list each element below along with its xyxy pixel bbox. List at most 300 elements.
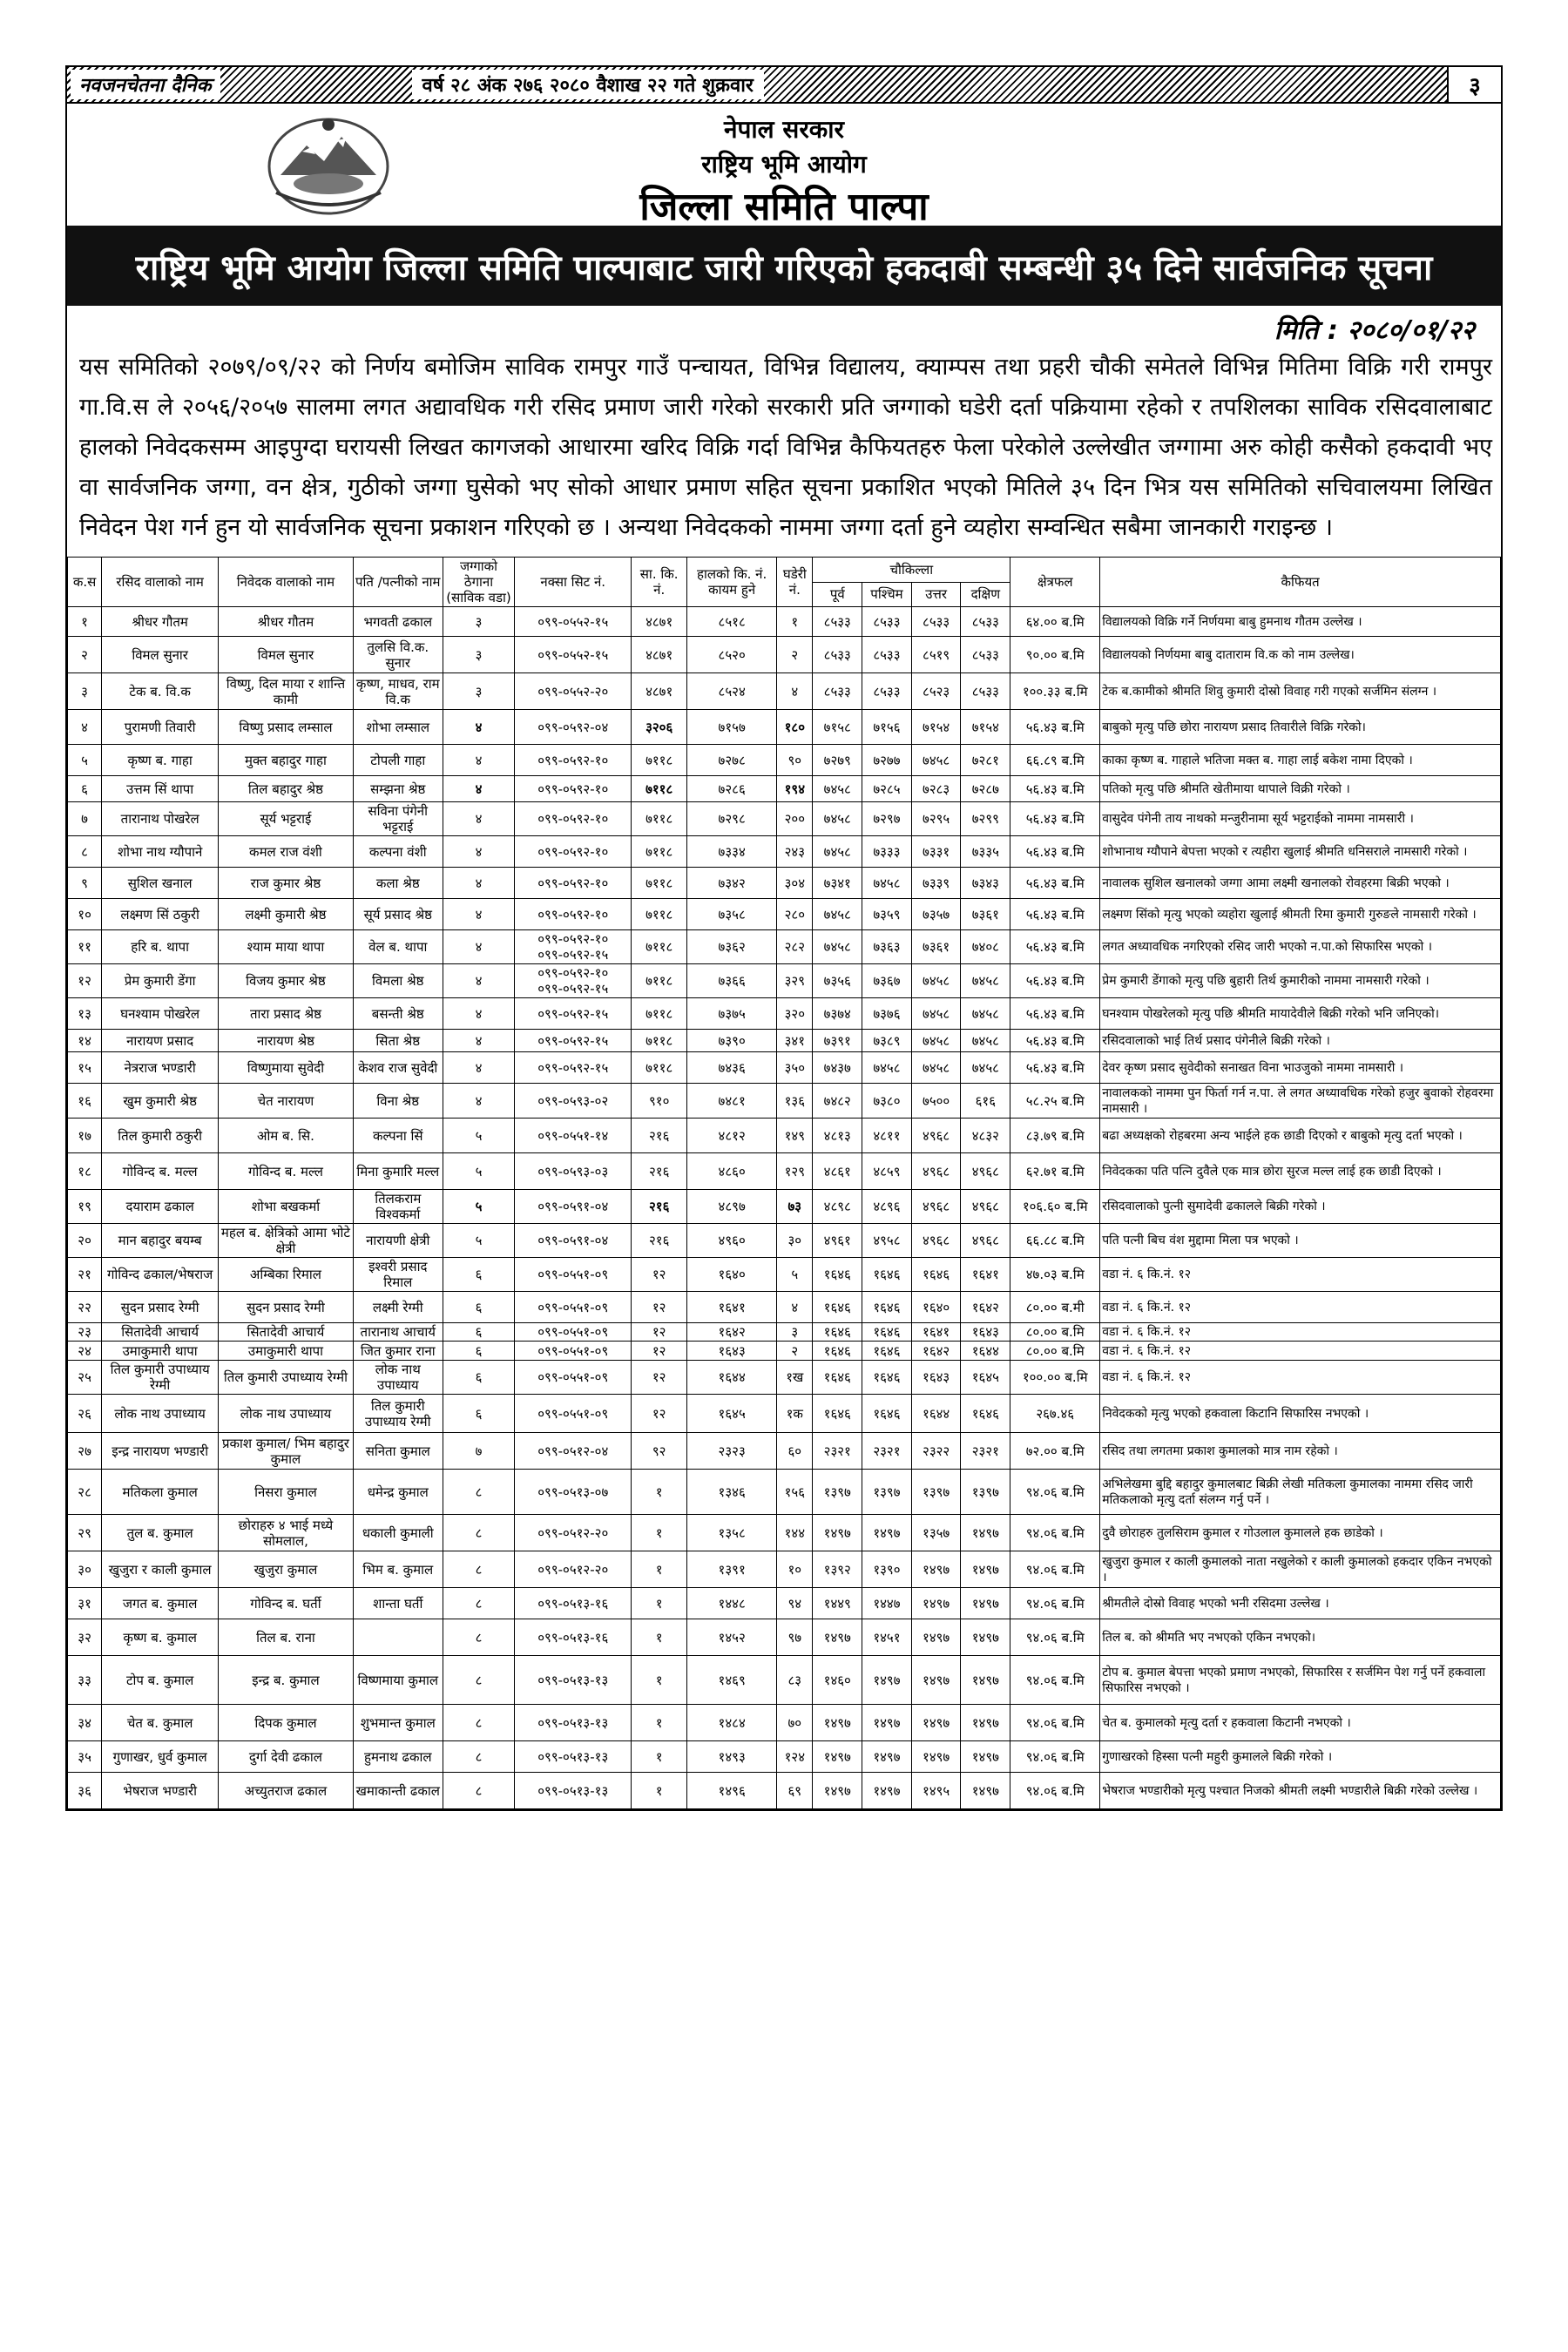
cell-applicant: सूर्य भट्टराई: [219, 802, 354, 836]
cell-old-kitta: १: [632, 1470, 687, 1515]
cell-north: ४९६८: [911, 1153, 961, 1190]
cell-spouse: कृष्ण, माधव, राम वि.क: [353, 673, 443, 710]
cell-north: ८५१९: [911, 637, 961, 673]
cell-north: ७३३१: [911, 836, 961, 868]
table-row: [68, 1588, 1501, 1619]
cell-south: ४८३२: [961, 1119, 1010, 1153]
cell-sn: ३४: [68, 1705, 102, 1741]
cell-old-kitta: १: [632, 1773, 687, 1809]
cell-north: ४९६८: [911, 1224, 961, 1258]
cell-ward: ८: [443, 1515, 514, 1551]
cell-map-sheet: ०९९-०५९२-१०: [515, 745, 632, 776]
cell-sn: ९: [68, 868, 102, 899]
cell-east: ७४५८: [813, 899, 862, 930]
cell-house-no: ४: [777, 1292, 813, 1323]
cell-north: ४९६८: [911, 1190, 961, 1224]
cell-new-kitta: १४४८: [687, 1588, 777, 1619]
cell-spouse: सविना पंगेनी भट्टराई: [353, 802, 443, 836]
cell-old-kitta: १: [632, 1551, 687, 1588]
cell-house-no: २: [777, 1342, 813, 1361]
cell-applicant: शोभा बखकर्मा: [219, 1190, 354, 1224]
cell-north: १४९७: [911, 1588, 961, 1619]
cell-west: ७२९७: [862, 802, 912, 836]
cell-east: ८५३३: [813, 637, 862, 673]
table-body: [68, 607, 1501, 1809]
cell-north: ४९६८: [911, 1119, 961, 1153]
table-row: [68, 1292, 1501, 1323]
cell-spouse: नारायणी क्षेत्री: [353, 1224, 443, 1258]
cell-sn: ७: [68, 802, 102, 836]
table-row: [68, 1515, 1501, 1551]
cell-south: ४९६८: [961, 1190, 1010, 1224]
issue-line: वर्ष २८ अंक २७६ २०८० वैशाख २२ गते शुक्रवार: [412, 70, 764, 99]
cell-map-sheet: ०९९-०५९१-०४: [515, 1190, 632, 1224]
cell-area: ८३.७९ ब.मि: [1010, 1119, 1100, 1153]
cell-applicant: प्रकाश कुमाल/ भिम बहादुर कुमाल: [219, 1433, 354, 1470]
cell-receipt-holder: जगत ब. कुमाल: [102, 1588, 219, 1619]
col-map-sheet: नक्सा सिट नं.: [515, 558, 632, 607]
cell-north: ७४५८: [911, 1052, 961, 1084]
cell-house-no: १०: [777, 1551, 813, 1588]
cell-house-no: ५: [777, 1258, 813, 1292]
col-area: क्षेत्रफल: [1010, 558, 1100, 607]
cell-ward: ८: [443, 1588, 514, 1619]
table-row: [68, 1323, 1501, 1342]
cell-receipt-holder: टेक ब. वि.क: [102, 673, 219, 710]
cell-south: ७४५८: [961, 1052, 1010, 1084]
cell-applicant: दुर्गा देवी ढकाल: [219, 1741, 354, 1773]
cell-remarks: वासुदेव पंगेनी ताय नाथको मन्जुरीनामा सूर्य भट्टराईको नाममा नामसारी ।: [1100, 802, 1501, 836]
cell-applicant: गोविन्द ब. घर्ती: [219, 1588, 354, 1619]
cell-receipt-holder: शोभा नाथ ग्यौपाने: [102, 836, 219, 868]
table-row: [68, 637, 1501, 673]
cell-east: १४४९: [813, 1588, 862, 1619]
cell-house-no: ७३: [777, 1190, 813, 1224]
cell-south: ७३३५: [961, 836, 1010, 868]
cell-west: ८५३३: [862, 673, 912, 710]
cell-applicant: महल ब. क्षेत्रिको आमा भोटे क्षेत्री: [219, 1224, 354, 1258]
cell-east: ७४५८: [813, 776, 862, 802]
cell-sn: २७: [68, 1433, 102, 1470]
cell-applicant: इन्द्र ब. कुमाल: [219, 1656, 354, 1705]
cell-receipt-holder: तारानाथ पोखरेल: [102, 802, 219, 836]
cell-remarks: वडा नं. ६ कि.नं. १२: [1100, 1258, 1501, 1292]
cell-east: ७४५८: [813, 802, 862, 836]
cell-spouse: तारानाथ आचार्य: [353, 1323, 443, 1342]
cell-north: १४९७: [911, 1619, 961, 1656]
cell-south: १६४५: [961, 1361, 1010, 1395]
cell-old-kitta: १: [632, 1705, 687, 1741]
cell-receipt-holder: नारायण प्रसाद: [102, 1030, 219, 1052]
cell-map-sheet: ०९९-०५१३-१६: [515, 1619, 632, 1656]
cell-south: ७३४३: [961, 868, 1010, 899]
cell-west: ७३६३: [862, 930, 912, 964]
cell-applicant: तिल बहादुर श्रेष्ठ: [219, 776, 354, 802]
cell-area: ५६.४३ ब.मि: [1010, 998, 1100, 1030]
cell-applicant: राज कुमार श्रेष्ठ: [219, 868, 354, 899]
cell-new-kitta: ७३४२: [687, 868, 777, 899]
cell-area: ५८.२५ ब.मि: [1010, 1084, 1100, 1119]
cell-receipt-holder: मतिकला कुमाल: [102, 1470, 219, 1515]
cell-remarks: पतिको मृत्यु पछि श्रीमति खेतीमाया थापाले विक्री गरेको ।: [1100, 776, 1501, 802]
cell-east: १४९७: [813, 1619, 862, 1656]
notice-title: राष्ट्रिय भूमि आयोग जिल्ला समिति पाल्पाबाट जारी गरिएको हकदाबी सम्बन्धी ३५ दिने सार्वजनिक सूचना: [67, 226, 1501, 306]
col-applicant: निवेदक वालाको नाम: [219, 558, 354, 607]
page-number: ३: [1447, 67, 1501, 102]
cell-house-no: २८०: [777, 899, 813, 930]
cell-sn: ८: [68, 836, 102, 868]
cell-map-sheet: ०९९-०५९२-१० ०९९-०५९२-१५: [515, 964, 632, 998]
cell-west: १४९७: [862, 1741, 912, 1773]
cell-old-kitta: ७११८: [632, 1030, 687, 1052]
table-row: [68, 1258, 1501, 1292]
cell-new-kitta: १६४५: [687, 1395, 777, 1433]
cell-west: ४९५८: [862, 1224, 912, 1258]
cell-ward: ४: [443, 930, 514, 964]
cell-applicant: तिल ब. राना: [219, 1619, 354, 1656]
cell-remarks: नावालकको नाममा पुन फिर्ता गर्न न.पा. ले लगत अध्यावधिक गरेको हजुर बुवाको रोहवरमा नामसारी ।: [1100, 1084, 1501, 1119]
cell-north: १६४१: [911, 1323, 961, 1342]
col-receipt-holder: रसिद वालाको नाम: [102, 558, 219, 607]
cell-north: ७१५४: [911, 710, 961, 745]
cell-sn: १९: [68, 1190, 102, 1224]
cell-west: ७३५९: [862, 899, 912, 930]
cell-south: ७४०८: [961, 930, 1010, 964]
cell-spouse: तिल कुमारी उपाध्याय रेग्मी: [353, 1395, 443, 1433]
cell-remarks: वडा नं. ६ कि.नं. १२: [1100, 1342, 1501, 1361]
table-row: [68, 745, 1501, 776]
cell-remarks: अभिलेखमा बुद्दि बहादुर कुमालबाट बिक्री लेखी मतिकला कुमालका नाममा रसिद जारी मतिकलाको मृत्यु दर्ता संलग्न गर्नु पर्ने ।: [1100, 1470, 1501, 1515]
cell-east: ७१५८: [813, 710, 862, 745]
cell-map-sheet: ०९९-०५१३-०७: [515, 1470, 632, 1515]
cell-east: १४९७: [813, 1705, 862, 1741]
cell-applicant: लोक नाथ उपाध्याय: [219, 1395, 354, 1433]
cell-new-kitta: ७४८१: [687, 1084, 777, 1119]
cell-applicant: गोविन्द ब. मल्ल: [219, 1153, 354, 1190]
cell-remarks: श्रीमतीले दोस्रो विवाह भएको भनी रसिदमा उल्लेख ।: [1100, 1588, 1501, 1619]
cell-map-sheet: ०९९-०५९२-०४: [515, 710, 632, 745]
cell-sn: ३५: [68, 1741, 102, 1773]
table-row: [68, 1705, 1501, 1741]
cell-remarks: निवेदकको मृत्यु भएको हकवाला किटानि सिफारिस नभएको ।: [1100, 1395, 1501, 1433]
cell-south: १६४१: [961, 1258, 1010, 1292]
cell-ward: ६: [443, 1395, 514, 1433]
cell-ward: ४: [443, 836, 514, 868]
cell-ward: ६: [443, 1323, 514, 1342]
cell-receipt-holder: मान बहादुर बयम्ब: [102, 1224, 219, 1258]
cell-house-no: २४३: [777, 836, 813, 868]
cell-old-kitta: ७११८: [632, 899, 687, 930]
cell-area: ८०.०० ब.मि: [1010, 1342, 1100, 1361]
cell-receipt-holder: श्रीधर गौतम: [102, 607, 219, 637]
cell-ward: ८: [443, 1705, 514, 1741]
cell-area: १००.०० ब.मि: [1010, 1361, 1100, 1395]
cell-sn: १: [68, 607, 102, 637]
cell-ward: ४: [443, 710, 514, 745]
cell-map-sheet: ०९९-०५९३-०३: [515, 1153, 632, 1190]
cell-new-kitta: १६४०: [687, 1258, 777, 1292]
cell-new-kitta: १४९३: [687, 1741, 777, 1773]
cell-new-kitta: ७२९८: [687, 802, 777, 836]
cell-remarks: बढा अध्यक्षको रोहबरमा अन्य भाईले हक छाडी दिएको र बाबुको मृत्यु दर्ता भएको ।: [1100, 1119, 1501, 1153]
cell-west: १६४६: [862, 1395, 912, 1433]
cell-spouse: खमाकान्ती ढकाल: [353, 1773, 443, 1809]
cell-area: ५६.४३ ब.मि: [1010, 964, 1100, 998]
cell-south: १४९७: [961, 1551, 1010, 1588]
cell-north: १४९७: [911, 1741, 961, 1773]
cell-ward: ८: [443, 1470, 514, 1515]
table-row: [68, 1656, 1501, 1705]
cell-new-kitta: ७३९०: [687, 1030, 777, 1052]
cell-remarks: रसिद तथा लगतमा प्रकाश कुमालको मात्र नाम रहेको ।: [1100, 1433, 1501, 1470]
cell-east: ८५३३: [813, 673, 862, 710]
cell-ward: ४: [443, 1052, 514, 1084]
cell-west: १६४६: [862, 1361, 912, 1395]
cell-house-no: ३: [777, 1323, 813, 1342]
cell-east: ७३९१: [813, 1030, 862, 1052]
cell-south: ८५३३: [961, 637, 1010, 673]
cell-east: १४९७: [813, 1515, 862, 1551]
cell-applicant: नारायण श्रेष्ठ: [219, 1030, 354, 1052]
cell-new-kitta: १३९१: [687, 1551, 777, 1588]
cell-west: ८५३३: [862, 637, 912, 673]
cell-remarks: बाबुको मृत्यु पछि छोरा नारायण प्रसाद तिवारीले विक्रि गरेको।: [1100, 710, 1501, 745]
cell-receipt-holder: कृष्ण ब. गाहा: [102, 745, 219, 776]
cell-south: १४९७: [961, 1741, 1010, 1773]
cell-south: ७४५८: [961, 1030, 1010, 1052]
table-row: [68, 998, 1501, 1030]
cell-map-sheet: ०९९-०५५१-०९: [515, 1395, 632, 1433]
cell-sn: १७: [68, 1119, 102, 1153]
cell-house-no: ६९: [777, 1773, 813, 1809]
cell-ward: ६: [443, 1361, 514, 1395]
cell-applicant: उमाकुमारी थापा: [219, 1342, 354, 1361]
cell-north: ८५३३: [911, 607, 961, 637]
cell-receipt-holder: सुशिल खनाल: [102, 868, 219, 899]
cell-ward: ४: [443, 899, 514, 930]
cell-ward: ३: [443, 637, 514, 673]
col-west: पश्चिम: [862, 582, 912, 607]
cell-remarks: घनश्याम पोखरेलको मृत्यु पछि श्रीमति मायादेवीले बिक्री गरेको भनि जनिएको।: [1100, 998, 1501, 1030]
cell-new-kitta: ७३७५: [687, 998, 777, 1030]
col-south: दक्षिण: [961, 582, 1010, 607]
cell-north: १४९७: [911, 1656, 961, 1705]
cell-east: १४९७: [813, 1741, 862, 1773]
cell-ward: ४: [443, 998, 514, 1030]
cell-spouse: विमला श्रेष्ठ: [353, 964, 443, 998]
cell-spouse: कल्पना वंशी: [353, 836, 443, 868]
cell-old-kitta: ९२: [632, 1433, 687, 1470]
cell-north: १३९७: [911, 1470, 961, 1515]
cell-house-no: ३२०: [777, 998, 813, 1030]
cell-remarks: रसिदवालाको भाई तिर्थ प्रसाद पंगेनीले बिक्री गरेको ।: [1100, 1030, 1501, 1052]
newspaper-name: नवजनचेतना दैनिक: [71, 70, 220, 99]
cell-south: १६४३: [961, 1323, 1010, 1342]
cell-north: ८५२३: [911, 673, 961, 710]
cell-map-sheet: ०९९-०५९२-१०: [515, 776, 632, 802]
cell-spouse: कल्पना सिं: [353, 1119, 443, 1153]
cell-north: ७५००: [911, 1084, 961, 1119]
cell-sn: १२: [68, 964, 102, 998]
cell-house-no: ३०४: [777, 868, 813, 899]
cell-old-kitta: ४८७१: [632, 673, 687, 710]
cell-house-no: ९७: [777, 1619, 813, 1656]
cell-spouse: धमेन्द्र कुमाल: [353, 1470, 443, 1515]
cell-old-kitta: ७११८: [632, 745, 687, 776]
notice-page: [65, 65, 1503, 1811]
commission-name: राष्ट्रिय भूमि आयोग: [701, 150, 867, 179]
table-row: [68, 1119, 1501, 1153]
cell-applicant: विमल सुनार: [219, 637, 354, 673]
cell-receipt-holder: गोविन्द ब. मल्ल: [102, 1153, 219, 1190]
cell-south: ४९६८: [961, 1224, 1010, 1258]
cell-house-no: ७०: [777, 1705, 813, 1741]
cell-old-kitta: २१६: [632, 1224, 687, 1258]
cell-new-kitta: ४८६०: [687, 1153, 777, 1190]
cell-receipt-holder: चेत ब. कुमाल: [102, 1705, 219, 1741]
col-old-kitta: सा. कि. नं.: [632, 558, 687, 607]
cell-west: १४९७: [862, 1773, 912, 1809]
cell-sn: १३: [68, 998, 102, 1030]
cell-remarks: लक्ष्मण सिंको मृत्यु भएको व्यहोरा खुलाई श्रीमती रिमा कुमारी गुरुङले नामसारी गरेको ।: [1100, 899, 1501, 930]
cell-south: १६४२: [961, 1292, 1010, 1323]
cell-area: ६६.८८ ब.मि: [1010, 1224, 1100, 1258]
cell-sn: २९: [68, 1515, 102, 1551]
cell-applicant: खुजुरा कुमाल: [219, 1551, 354, 1588]
cell-map-sheet: ०९९-०५९२-१० ०९९-०५९२-१५: [515, 930, 632, 964]
cell-north: १३५७: [911, 1515, 961, 1551]
cell-area: ५६.४३ ब.मि: [1010, 930, 1100, 964]
cell-east: १६४६: [813, 1361, 862, 1395]
cell-north: ७४५८: [911, 745, 961, 776]
cell-west: १६४६: [862, 1323, 912, 1342]
col-new-kitta: हालको कि. नं. कायम हुने: [687, 558, 777, 607]
notice-header: [67, 104, 1501, 229]
cell-remarks: विद्यालयको निर्णयमा बाबु दाताराम वि.क को नाम उल्लेख।: [1100, 637, 1501, 673]
cell-new-kitta: १३४६: [687, 1470, 777, 1515]
table-row: [68, 1342, 1501, 1361]
cell-spouse: भगवती ढकाल: [353, 607, 443, 637]
cell-area: ५६.४३ ब.मि: [1010, 776, 1100, 802]
cell-old-kitta: १२: [632, 1292, 687, 1323]
cell-spouse: कला श्रेष्ठ: [353, 868, 443, 899]
cell-new-kitta: १६४२: [687, 1323, 777, 1342]
cell-north: १६४६: [911, 1258, 961, 1292]
table-row: [68, 930, 1501, 964]
cell-sn: २६: [68, 1395, 102, 1433]
table-row: [68, 1030, 1501, 1052]
cell-house-no: १२४: [777, 1741, 813, 1773]
cell-sn: २०: [68, 1224, 102, 1258]
cell-south: ७४५८: [961, 998, 1010, 1030]
cell-area: ९४.०६ ब.मि: [1010, 1705, 1100, 1741]
cell-south: २३२१: [961, 1433, 1010, 1470]
cell-receipt-holder: सितादेवी आचार्य: [102, 1323, 219, 1342]
cell-north: ७३५७: [911, 899, 961, 930]
cell-ward: ८: [443, 1741, 514, 1773]
cell-east: १४६०: [813, 1656, 862, 1705]
cell-spouse: जित कुमार राना: [353, 1342, 443, 1361]
cell-house-no: ८३: [777, 1656, 813, 1705]
cell-south: ६१६: [961, 1084, 1010, 1119]
cell-spouse: शुभमान्त कुमाल: [353, 1705, 443, 1741]
cell-remarks: गुणाखरको हिस्सा पत्नी महुरी कुमालले बिक्री गरेको ।: [1100, 1741, 1501, 1773]
col-east: पूर्व: [813, 582, 862, 607]
cell-east: ८५३३: [813, 607, 862, 637]
cell-receipt-holder: खुजुरा र काली कुमाल: [102, 1551, 219, 1588]
col-boundary: चौकिल्ला: [813, 558, 1010, 583]
cell-east: १४९७: [813, 1773, 862, 1809]
cell-applicant: लक्ष्मी कुमारी श्रेष्ठ: [219, 899, 354, 930]
cell-new-kitta: ८५१८: [687, 607, 777, 637]
cell-map-sheet: ०९९-०५९२-१०: [515, 868, 632, 899]
cell-west: १४५१: [862, 1619, 912, 1656]
cell-map-sheet: ०९९-०५१३-१३: [515, 1705, 632, 1741]
govt-name: नेपाल सरकार: [723, 115, 845, 144]
cell-map-sheet: ०९९-०५१३-१६: [515, 1588, 632, 1619]
cell-map-sheet: ०९९-०५१३-१३: [515, 1773, 632, 1809]
cell-west: १६४६: [862, 1258, 912, 1292]
cell-new-kitta: २३२३: [687, 1433, 777, 1470]
cell-area: ९४.०६ ब.मि: [1010, 1470, 1100, 1515]
cell-south: १३९७: [961, 1470, 1010, 1515]
cell-west: १३९०: [862, 1551, 912, 1588]
cell-map-sheet: ०९९-०५५१-०९: [515, 1342, 632, 1361]
cell-receipt-holder: तिल कुमारी ठकुरी: [102, 1119, 219, 1153]
table-row: [68, 1153, 1501, 1190]
cell-sn: १५: [68, 1052, 102, 1084]
cell-sn: ३३: [68, 1656, 102, 1705]
table-row: [68, 1551, 1501, 1588]
cell-new-kitta: ४९६०: [687, 1224, 777, 1258]
cell-sn: २५: [68, 1361, 102, 1395]
cell-receipt-holder: विमल सुनार: [102, 637, 219, 673]
cell-old-kitta: ७११८: [632, 964, 687, 998]
cell-house-no: २८२: [777, 930, 813, 964]
cell-east: १६४६: [813, 1292, 862, 1323]
cell-map-sheet: ०९९-०५९३-०२: [515, 1084, 632, 1119]
cell-remarks: पति पत्नी बिच वंश मुद्दामा मिला पत्र भएको ।: [1100, 1224, 1501, 1258]
cell-house-no: १४९: [777, 1119, 813, 1153]
cell-area: ४७.०३ ब.मि: [1010, 1258, 1100, 1292]
cell-map-sheet: ०९९-०५५२-१५: [515, 637, 632, 673]
cell-north: १४९५: [911, 1773, 961, 1809]
cell-east: ७२७९: [813, 745, 862, 776]
cell-new-kitta: १४९६: [687, 1773, 777, 1809]
cell-south: १४९७: [961, 1515, 1010, 1551]
table-row: [68, 1741, 1501, 1773]
cell-remarks: विद्यालयको विक्रि गर्ने निर्णयमा बाबु हुमनाथ गौतम उल्लेख ।: [1100, 607, 1501, 637]
cell-new-kitta: ४८९७: [687, 1190, 777, 1224]
cell-north: ७४५८: [911, 998, 961, 1030]
cell-west: ७१५६: [862, 710, 912, 745]
cell-receipt-holder: लक्ष्मण सिं ठकुरी: [102, 899, 219, 930]
cell-applicant: दिपक कुमाल: [219, 1705, 354, 1741]
cell-area: ८०.०० ब.मि: [1010, 1323, 1100, 1342]
cell-spouse: विष्णमाया कुमाल: [353, 1656, 443, 1705]
cell-sn: १६: [68, 1084, 102, 1119]
cell-old-kitta: २१६: [632, 1190, 687, 1224]
cell-map-sheet: ०९९-०५९२-१०: [515, 836, 632, 868]
cell-south: १४९७: [961, 1656, 1010, 1705]
cell-west: ८५३३: [862, 607, 912, 637]
cell-north: ७२९५: [911, 802, 961, 836]
cell-remarks: लगत अध्यावधिक नगरिएको रसिद जारी भएको न.पा.को सिफारिस भएको ।: [1100, 930, 1501, 964]
cell-area: ९४.०६ ब.मि: [1010, 1741, 1100, 1773]
cell-receipt-holder: खुम कुमारी श्रेष्ठ: [102, 1084, 219, 1119]
cell-map-sheet: ०९९-०५१२-०४: [515, 1433, 632, 1470]
cell-map-sheet: ०९९-०५१२-२०: [515, 1551, 632, 1588]
